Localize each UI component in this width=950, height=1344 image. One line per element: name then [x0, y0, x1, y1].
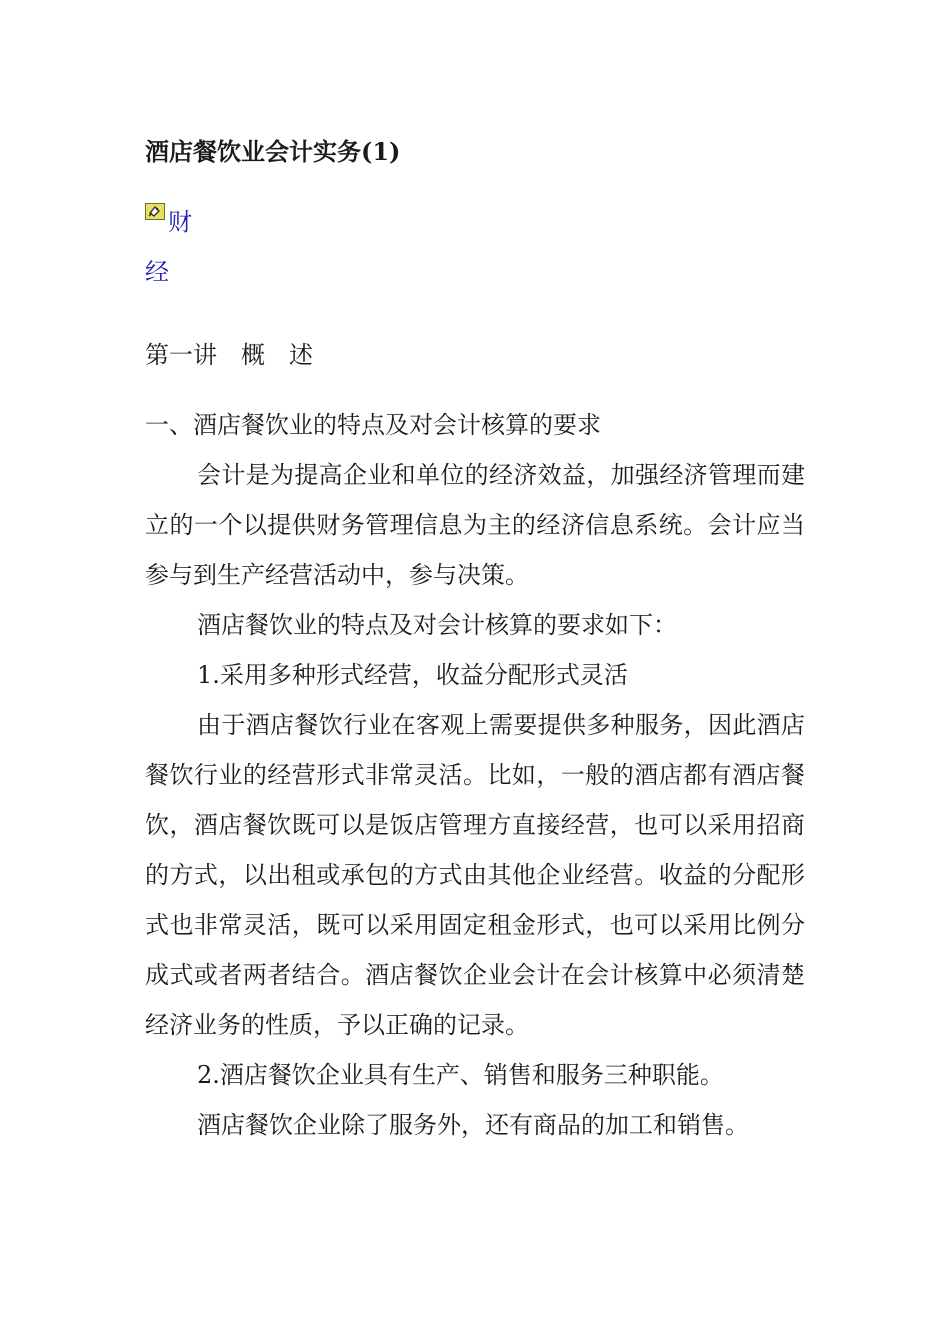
section-heading: 一、酒店餐饮业的特点及对会计核算的要求 — [145, 411, 601, 439]
paragraph: 酒店餐饮业的特点及对会计核算的要求如下： — [197, 611, 677, 639]
document-title: 酒店餐饮业会计实务(1) — [145, 137, 401, 166]
document-body — [145, 330, 805, 1150]
category-tag-icon[interactable] — [145, 203, 165, 220]
subheading: 2.酒店餐饮企业具有生产、销售和服务三种职能。 — [197, 1061, 724, 1089]
paragraph: 酒店餐饮企业除了服务外，还有商品的加工和销售。 — [197, 1111, 749, 1139]
lecture-heading: 第一讲 概 述 — [145, 341, 313, 369]
category-link-part2[interactable]: 经 — [145, 258, 169, 286]
paragraph: 由于酒店餐饮行业在客观上需要提供多种服务，因此酒店餐饮行业的经营形式非常灵活。比如，一般的酒店都有酒店餐饮，酒店餐饮既可以是饭店管理方直接经营，也可以采用招商的方式，以出租或承包的方式由其他企业经营。收益的分配形式也非常灵活，既可以采用固定租金形式，也可以采用比例分成式或者两者结合。酒店餐饮企业会计在会计核算中必须清楚经济业务的性质，予以正确的记录。 — [145, 711, 805, 1039]
paragraph: 会计是为提高企业和单位的经济效益，加强经济管理而建立的一个以提供财务管理信息为主的经济信息系统。会计应当参与到生产经营活动中，参与决策。 — [145, 461, 805, 589]
subheading: 1.采用多种形式经营，收益分配形式灵活 — [197, 661, 628, 689]
category-link-part1[interactable]: 财 — [168, 208, 192, 236]
